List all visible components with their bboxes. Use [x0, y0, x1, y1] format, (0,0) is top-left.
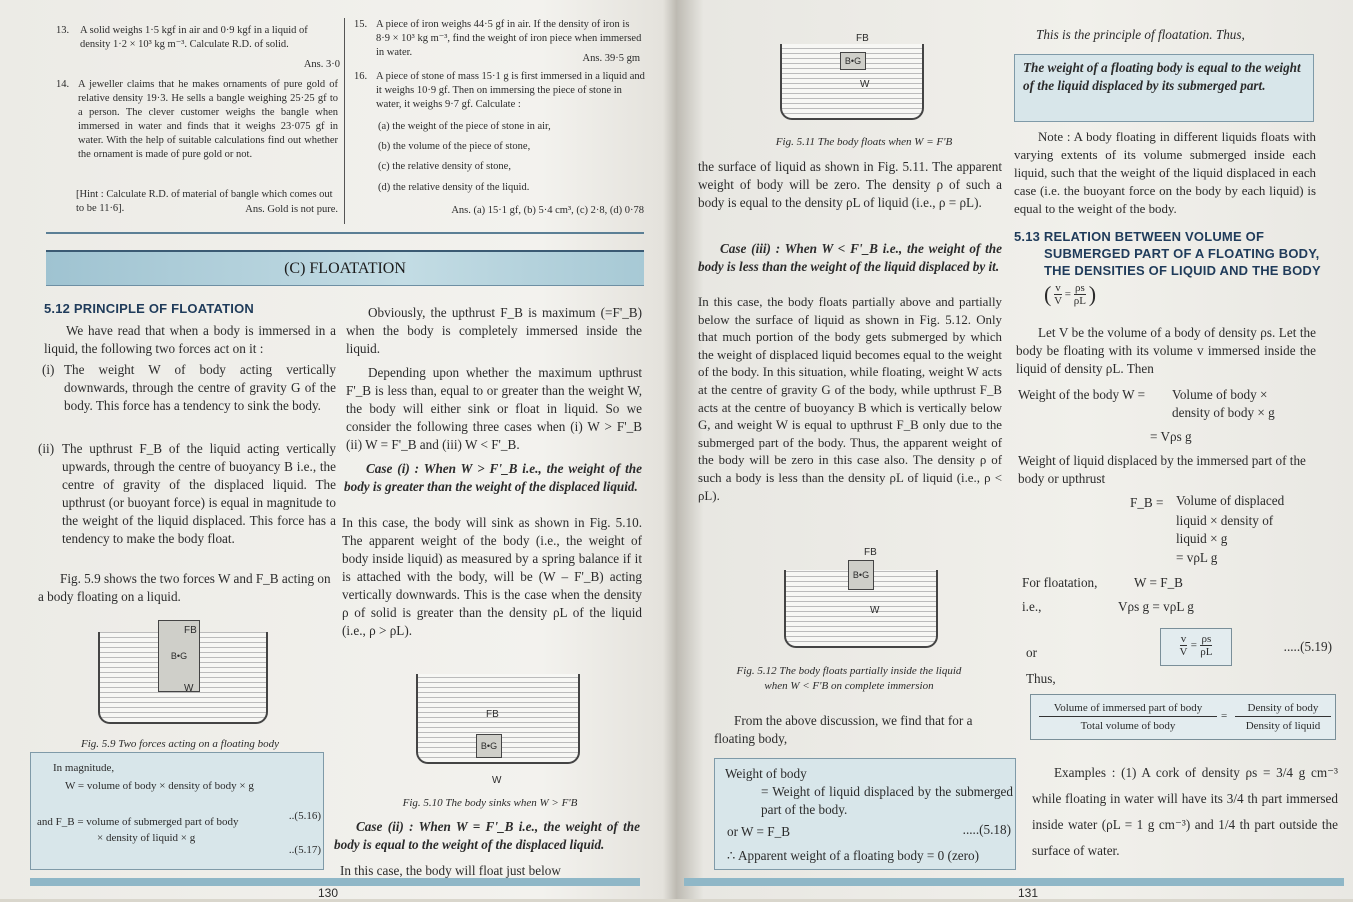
left-page-number: 130 [318, 886, 339, 900]
ratio-den-1: Total volume of body [1080, 720, 1176, 732]
ratio-num-1: Volume of immersed part of body [1039, 701, 1217, 717]
eq-5-18: .....(5.18) [962, 822, 1011, 837]
floatation-banner: (C) FLOATATION [46, 250, 644, 286]
ratio-box: Volume of immersed part of body Total volume of body = Density of body Density of liquid [1030, 694, 1336, 740]
case-1-text: In this case, the body will sink as shown in Fig. 5.10. The apparent weight of the body (i.e., the weight of body inside liquid) as measured by a spring balance if it is attached with the body, will be (W – F'_B) acting vertically downwards. This is the case when the density ρ of solid is greater than the density ρL of the liquid (i.e., ρ > ρL). [342, 515, 642, 638]
section-5-13-heading-1: 5.13 RELATION BETWEEN VOLUME OF [1014, 229, 1265, 244]
ratio-den-2: Density of liquid [1245, 720, 1321, 732]
fig-5-10-fb-label: FB [486, 709, 499, 720]
thus-label: Thus, [1026, 671, 1056, 686]
right-footer-bar [684, 878, 1344, 886]
wob-value-1: Volume of body × [1172, 387, 1268, 402]
fig-5-9-caption: Fig. 5.9 Two forces acting on a floating body [81, 738, 279, 750]
case-2-heading: Case (ii) : When W = F'_B i.e., the weight of the body is equal to the weight of the displaced liquid. [334, 819, 640, 852]
section-5-13-heading-3: THE DENSITIES OF LIQUID AND THE BODY [1044, 263, 1321, 278]
section-5-12-heading: 5.12 PRINCIPLE OF FLOATATION [44, 301, 255, 316]
principle-intro: This is the principle of floatation. Thus, [1036, 27, 1245, 42]
float-box-line-2: = Weight of liquid displaced by the submerged part of the body. [761, 784, 1013, 817]
ratio-num-2: Density of body [1235, 701, 1331, 717]
fig-5-11-fb-label: FB [856, 33, 869, 44]
q14-answer: Ans. Gold is not pure. [245, 204, 338, 215]
q16-part-d: (d) the relative density of the liquid. [378, 182, 530, 193]
let-para: Let V be the volume of a body of density ρs. Let the body be floating with its volume v immersed inside the liquid of density ρL. Then [1016, 325, 1316, 376]
fig-5-11-block [840, 52, 866, 70]
case-3-text: In this case, the body floats partially above and partially below the surface of liquid as shown in Fig. 5.12. Only that much portion of the body gets submerged by which the weight of displaced liquid becomes equal to the weight of the body. In this situation, while floating, weight W acts at the centre of gravity G of the body, while upthrust F_B acts at the centre of buoyancy B which is vertically below G, and weight W is equal to upthrust F_B only due to the submerged part of the body. Thus, the apparent weight of the body will be zero in this case also. The density ρ of such a body is less than the density ρL of liquid (i.e., ρ < ρL). [698, 295, 1002, 503]
principle-box: The weight of a floating body is equal to the weight of the liquid displaced by its submerged part. [1014, 54, 1314, 122]
fig-5-11-bg-label: B•G [844, 56, 862, 66]
floatation-equation: W = F_B [1134, 575, 1183, 590]
or-label: or [1026, 645, 1037, 660]
fig-5-12-caption-1: Fig. 5.12 The body floats partially inside the liquid [736, 665, 962, 677]
para-fig59-ref: Fig. 5.9 shows the two forces W and F_B acting on a body floating on a liquid. [38, 571, 331, 604]
q14-hint: [Hint : Calculate R.D. of material of bangle which comes out to be 11·6]. [76, 189, 333, 214]
case-2-text: In this case, the body will float just below [340, 863, 561, 878]
point-i-text: The weight W of body acting vertically downwards, through the centre of gravity G of the body. This force has a tendency to sink the body. [64, 362, 336, 413]
q16-part-c: (c) the relative density of stone, [378, 161, 511, 172]
fig-5-12-caption-2: when W < F'B on complete immersion [764, 680, 934, 692]
fb-value-4: = vρL g [1176, 550, 1218, 565]
section-5-13-heading-2: SUBMERGED PART OF A FLOATING BODY, [1044, 246, 1320, 261]
q15-answer: Ans. 39·5 gm [582, 53, 640, 64]
para-surface: the surface of liquid as shown in Fig. 5.11. The apparent weight of body will be zero. The density ρ of such a body is equal to the density ρL of liquid (i.e., ρ = ρL). [698, 159, 1002, 210]
fig-5-10-sunk-block [476, 734, 502, 758]
fig-5-11-w-label: W [860, 79, 870, 90]
q13-text: A solid weighs 1·5 kgf in air and 0·9 kgf in a liquid of density 1·2 × 10³ kg m⁻³. Calculate R.D. of solid. [80, 25, 308, 50]
relation-lhs: $\frac{v}{V}$ [1054, 282, 1063, 307]
para-discussion: From the above discussion, we find that for a floating body, [714, 713, 973, 746]
magnitude-box [30, 752, 324, 870]
wob-label: Weight of the body W = [1018, 387, 1146, 402]
fig-5-10-w-label: W [492, 775, 502, 786]
magnitude-line-2: W = volume of body × density of body × g [65, 780, 254, 792]
floating-body-box [714, 758, 1016, 870]
case-1-heading: Case (i) : When W > F'_B i.e., the weight of the body is greater than the weight of the displaced liquid. [344, 461, 642, 494]
para-intro: We have read that when a body is immersed in a liquid, the following two forces act on it : [44, 323, 336, 356]
magnitude-line-3: and F_B = volume of submerged part of body [37, 816, 239, 828]
wld-para: Weight of liquid displaced by the immersed part of the body or upthrust [1018, 453, 1306, 486]
float-box-line-4: ∴ Apparent weight of a floating body = 0 (zero) [727, 848, 980, 863]
eq-5-19-lhs: $\frac{v}{V}$ [1179, 633, 1188, 658]
fig-5-11-caption: Fig. 5.11 The body floats when W = F'B [775, 136, 953, 148]
para-max-upthrust: Obviously, the upthrust F_B is maximum (=F'_B) when the body is completely immersed inside the liquid. [346, 305, 642, 356]
fig-5-9-w-label: W [184, 683, 194, 694]
eq-5-19: .....(5.19) [1283, 639, 1332, 654]
q16-number: 16. [354, 71, 368, 82]
floatation-label: For floatation, [1022, 575, 1098, 590]
fig-5-12-bg-label: B•G [852, 570, 870, 580]
q14-text: A jeweller claims that he makes ornaments of pure gold of relative density 19·3. He sells a bangle weighing 25·25 gf to a person. The clever customer weighs the bangle when immersed in water and finds that it weighs 23·075 gf in water. With the help of suitable calculations find out whether the ornament is made of pure gold or not. [78, 79, 338, 160]
case-3-heading: Case (iii) : When W < F'_B i.e., the weight of the body is less than the weight of the liquid displaced by it. [698, 241, 1002, 274]
right-page [684, 0, 1353, 899]
magnitude-line-4: × density of liquid × g [97, 832, 196, 844]
fb-value-2: liquid × density of [1176, 513, 1274, 528]
point-ii-text: The upthrust F_B of the liquid acting vertically upwards, through the centre of buoyancy B i.e., the centre of gravity of the displaced liquid. The upthrust (or buoyant force) is equal in magnitude to the weight of the liquid displaced. This force has a tendency to make the body float. [62, 441, 336, 546]
ie-label: i.e., [1022, 599, 1042, 614]
q13-number: 13. [56, 25, 70, 36]
magnitude-line-1: In magnitude, [53, 762, 115, 774]
exercise-rule [46, 232, 644, 234]
q16-part-a: (a) the weight of the piece of stone in air, [378, 121, 551, 132]
wob-value-3: = Vρs g [1150, 429, 1192, 444]
eq-5-16: ..(5.16) [288, 810, 321, 822]
wob-value-2: density of body × g [1172, 405, 1275, 420]
float-box-line-1: Weight of body [725, 766, 807, 781]
fig-5-10-bg-label: B•G [480, 741, 498, 751]
eq-5-17: ..(5.17) [288, 844, 321, 856]
q16-part-b: (b) the volume of the piece of stone, [378, 141, 531, 152]
fb-label: F_B = [1130, 495, 1164, 510]
para-three-cases: Depending upon whether the maximum upthrust F'_B is less than, equal to or greater than the weight W, the body will either sink or float in liquid. So we consider the following three cases when (i) W > F'_B (ii) W = F'_B and (iii) W < F'_B. [346, 365, 642, 452]
q16-text: A piece of stone of mass 15·1 g is first immersed in a liquid and it weighs 10·9 gf. Then on immersing the piece of stone in water, it weighs 9·7 gf. Calculate : [376, 71, 645, 110]
eq-5-19-rhs: $\frac{\rho s}{\rho L}$ [1200, 633, 1213, 658]
fig-5-10-caption: Fig. 5.10 The body sinks when W > F'B [402, 797, 578, 809]
fig-5-9-bg-label: B•G [170, 651, 188, 661]
q14-number: 14. [56, 79, 70, 90]
fig-5-12-fb-label: FB [864, 547, 877, 558]
fb-value-3: liquid × g [1176, 531, 1228, 546]
relation-formula: ( $\frac{v}{V}$ = $\frac{\rho s}{\rho L}$ ) [1044, 281, 1097, 307]
left-page [0, 0, 668, 899]
column-divider [344, 18, 345, 224]
fb-value-1: Volume of displaced [1176, 493, 1285, 508]
fig-5-9-fb-label: FB [184, 625, 197, 636]
q15-number: 15. [354, 19, 368, 30]
float-box-line-3: or W = F_B [727, 824, 791, 839]
examples-para: Examples : (1) A cork of density ρs = 3/4 g cm⁻³ while floating in water will have its 3/4 th part immersed inside water (ρL = 1 g cm⁻³) and 1/4 th part outside the surface of water. [1032, 765, 1338, 858]
relation-rhs: $\frac{\rho s}{\rho L}$ [1073, 282, 1086, 307]
point-i-label: (i) [42, 362, 55, 377]
ie-equation: Vρs g = vρL g [1118, 599, 1194, 614]
eq-5-19-box: $\frac{v}{V}$ = $\frac{\rho s}{\rho L}$ [1160, 628, 1232, 666]
point-ii-label: (ii) [38, 441, 55, 456]
q15-text: A piece of iron weighs 44·5 gf in air. If the density of iron is 8·9 × 10³ kg m⁻³, find the weight of iron piece when immersed in water. [376, 19, 642, 58]
right-page-number: 131 [1018, 886, 1039, 900]
q16-answer: Ans. (a) 15·1 gf, (b) 5·4 cm³, (c) 2·8, (d) 0·78 [451, 205, 644, 216]
q13-answer: Ans. 3·0 [303, 59, 340, 70]
fig-5-12-block [848, 560, 874, 590]
fig-5-12-w-label: W [870, 605, 880, 616]
note-para: Note : A body floating in different liquids floats with varying extents of its volume submerged inside each liquid, such that the weight of the liquid displaced in each case (i.e. the buoyant force on the body by each liquid) is equal to the weight of the body. [1014, 130, 1316, 216]
